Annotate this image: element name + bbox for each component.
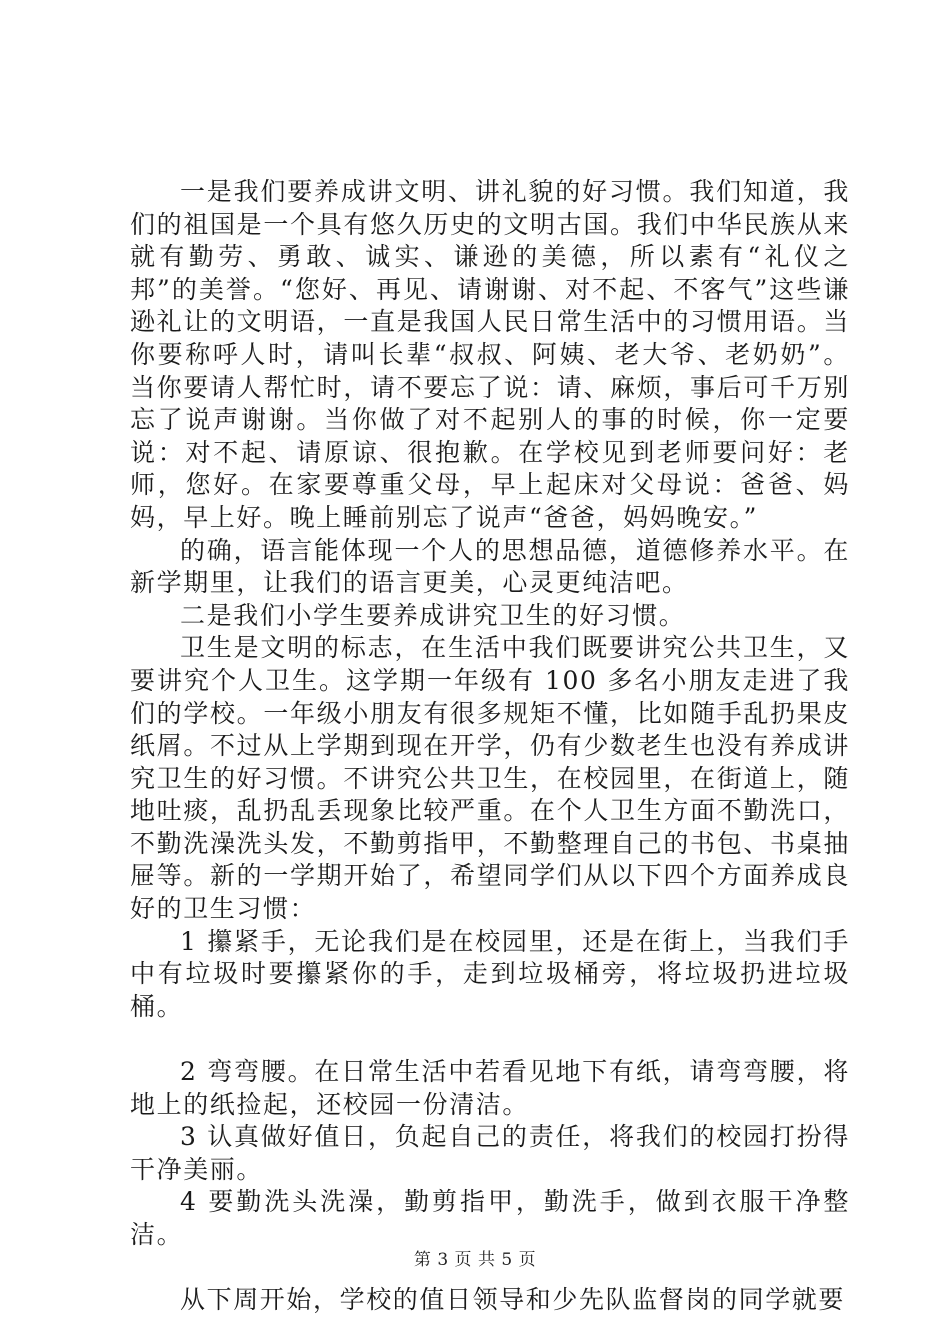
paragraph-spacer <box>130 1023 850 1056</box>
list-item-personal-hygiene: 4 要勤洗头洗澡，勤剪指甲，勤洗手，做到衣服干净整洁。 <box>130 1187 850 1249</box>
paragraph-language-virtue: 的确，语言能体现一个人的思想品德，道德修养水平。在新学期里，让我们的语言更美，心灵更纯洁吧。 <box>130 535 850 598</box>
paragraph-hygiene-details: 卫生是文明的标志，在生活中我们既要讲究公共卫生，又要讲究个人卫生。这学期一年级有 100 多名小朋友走进了我们的学校。一年级小朋友有很多规矩不懂，比如随手乱扔果皮纸屑。不过从上学期到现在开学，仍有少数老生也没有养成讲究卫生的好习惯。不讲究公共卫生，在校园里，在街道上，随地吐痰，乱扔乱丢现象比较严重。在个人卫生方面不勤洗口，不勤洗澡洗头发，不勤剪指甲，不勤整理自己的书包、书桌抽屉等。新的一学期开始了，希望同学们从以下四个方面养成良好的卫生习惯： <box>130 633 850 924</box>
paragraph-next-week: 从下周开始，学校的值日领导和少先队监督岗的同学就要 <box>180 1285 846 1315</box>
list-item-hold-trash: 1 攥紧手，无论我们是在校园里，还是在街上，当我们手中有垃圾时要攥紧你的手，走到垃圾桶旁，将垃圾扔进垃圾桶。 <box>130 926 850 1021</box>
page-number-footer: 第 3 页 共 5 页 <box>413 1250 537 1270</box>
paragraph-hygiene-heading: 二是我们小学生要养成讲究卫生的好习惯。 <box>180 600 686 630</box>
list-item-bend-down: 2 弯弯腰。在日常生活中若看见地下有纸，请弯弯腰，将地上的纸捡起，还校园一份清洁。 <box>130 1057 850 1119</box>
list-item-duty: 3 认真做好值日，负起自己的责任，将我们的校园打扮得干净美丽。 <box>130 1122 850 1184</box>
paragraph-civility-habit: 一是我们要养成讲文明、讲礼貌的好习惯。我们知道，我们的祖国是一个具有悠久历史的文明古国。我们中华民族从来就有勤劳、勇敢、诚实、谦逊的美德，所以素有“礼仪之邦”的美誉。“您好、再见、请谢谢、对不起、不客气”这些谦逊礼让的文明语，一直是我国人民日常生活中的习惯用语。当你要称呼人时，请叫长辈“叔叔、阿姨、老大爷、老奶奶”。当你要请人帮忙时，请不要忘了说：请、麻烦，事后可千万别忘了说声谢谢。当你做了对不起别人的事的时候，你一定要说：对不起、请原谅、很抱歉。在学校见到老师要问好：老师，您好。在家要尊重父母，早上起床对父母说：爸爸、妈妈，早上好。晚上睡前别忘了说声“爸爸，妈妈晚安。” <box>130 177 850 532</box>
document-body <box>130 176 850 1317</box>
